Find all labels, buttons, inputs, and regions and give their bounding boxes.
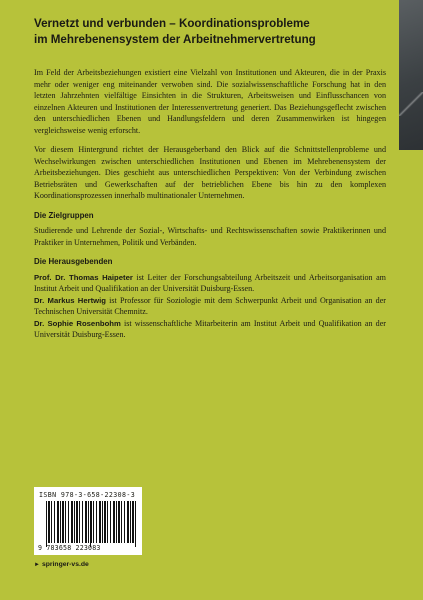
title-line-1: Vernetzt und verbunden – Koordinationsprobleme	[34, 17, 310, 30]
website-text: springer-vs.de	[41, 561, 89, 568]
editor-description: ist wissenschaftliche Mitarbeiterin am Institut Arbeit und Qualifikation an der Universität Duisburg-Essen.	[34, 318, 386, 339]
arrow-icon: ►	[34, 562, 40, 568]
editor-entry	[34, 318, 386, 341]
book-title	[34, 16, 334, 48]
title-line-2: im Mehrebenensystem der Arbeitnehmervertretung	[34, 33, 316, 46]
barcode-digits: 9 783658 223083	[38, 544, 101, 552]
editor-entry	[34, 295, 386, 318]
barcode-box	[34, 487, 142, 555]
publisher-website	[34, 561, 89, 568]
isbn-text: ISBN 978-3-658-22308-3	[39, 491, 136, 499]
decorative-corner-image	[399, 0, 423, 150]
blurb	[34, 67, 386, 341]
editor-description: ist Leiter der Forschungsabteilung Arbeitszeit und Arbeitsorganisation am Institut Arbeit und Qualifikation an der Universität Duisburg-Essen.	[34, 272, 386, 293]
editors-section	[34, 256, 386, 341]
barcode-guard-center	[90, 501, 91, 547]
editors-heading: Die Herausgebenden	[34, 257, 113, 266]
editor-name: Prof. Dr. Thomas Haipeter	[34, 272, 133, 282]
editor-name: Dr. Sophie Rosenbohm	[34, 318, 121, 328]
barcode-guard-left	[46, 501, 47, 547]
editor-description: ist Professor für Soziologie mit dem Schwerpunkt Arbeit und Organisation an der Technischen Universität Chemnitz.	[34, 295, 386, 316]
target-groups-heading: Die Zielgruppen	[34, 210, 94, 220]
barcode-guard-right	[135, 501, 136, 547]
target-groups-section	[34, 210, 386, 249]
blurb-paragraph-1: Im Feld der Arbeitsbeziehungen existiert eine Vielzahl von Institutionen und Akteuren, die in der Praxis mehr oder weniger eng miteinander verwoben sind. Die sozialwissenschaftliche Forschung hat in den letzten Jahrzehnten vielfältige Einsichten in die Strukturen, Arbeitsweisen und Einflusschancen von einzelnen Akteuren und Institutionen der Interessenvertretung generiert. Das Beziehungsgeflecht zwischen den unterschiedlichen Ebenen und Handlungsfeldern und deren Zusammenwirken ist hingegen vergleichsweise wenig erforscht.	[34, 68, 386, 135]
editor-name: Dr. Markus Hertwig	[34, 295, 106, 305]
editor-entry	[34, 272, 386, 295]
barcode-bars	[46, 501, 136, 543]
target-groups-text: Studierende und Lehrende der Sozial-, Wirtschafts- und Rechtswissenschaften sowie Praktikerinnen und Praktiker in Unternehmen, Politik und Verbänden.	[34, 226, 386, 247]
blurb-paragraph-2: Vor diesem Hintergrund richtet der Herausgeberband den Blick auf die Schnittstellenprobleme und Wechselwirkungen zwischen unterschiedlichen Institutionen und Ebenen im Mehrebenensystem der Arbeitsbeziehungen. Dies geschieht aus unterschiedlichen Perspektiven: Von der Verbindung zwischen Betriebsräten und Gewerkschaften auf der betrieblichen Ebene bis hin zu den komplexen Koordinationsprozessen innerhalb multinationaler Unternehmen.	[34, 145, 386, 200]
